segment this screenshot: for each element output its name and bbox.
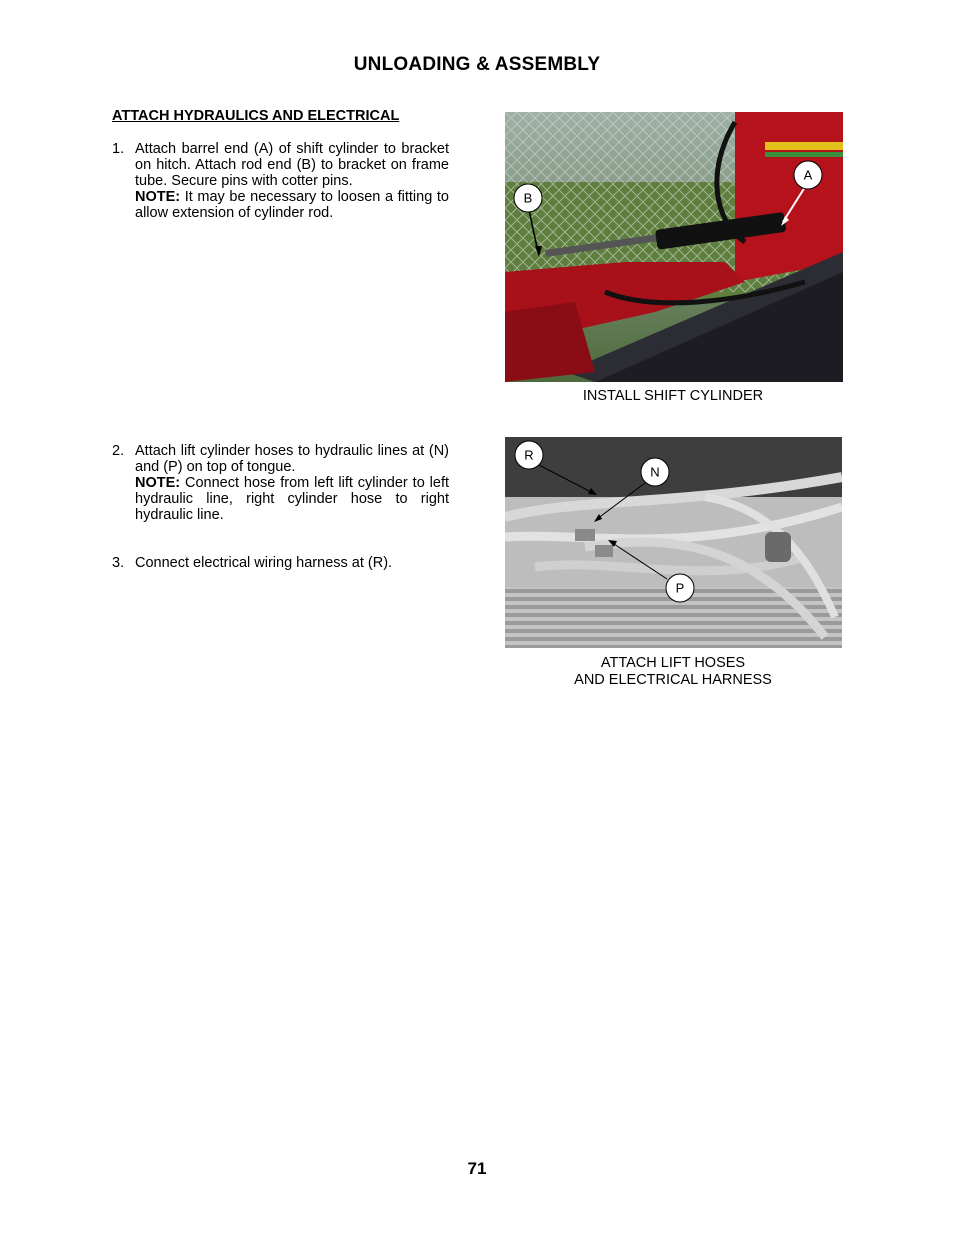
step-note xyxy=(135,189,449,221)
step-text: Connect electrical wiring harness at (R). xyxy=(135,555,393,571)
step-number: 3. xyxy=(112,555,125,571)
step-1 xyxy=(112,141,449,221)
step-text: Attach lift cylinder hoses to hydraulic lines at (N) and (P) on top of tongue. xyxy=(135,443,449,475)
step-3 xyxy=(112,555,449,571)
svg-text:P: P xyxy=(675,580,685,596)
figure-caption: INSTALL SHIFT CYLINDER xyxy=(582,388,764,404)
page-number: 71 xyxy=(467,1159,487,1178)
caption-line: AND ELECTRICAL HARNESS xyxy=(574,672,772,688)
callout-p xyxy=(666,574,694,602)
lift-hoses-photo xyxy=(505,437,842,648)
note-text: It may be necessary to loosen a fitting to allow extension of cylinder rod. xyxy=(135,189,449,221)
caption-line: ATTACH LIFT HOSES xyxy=(600,655,746,671)
svg-text:B: B xyxy=(523,190,533,206)
figure-caption xyxy=(504,655,842,689)
svg-text:N: N xyxy=(650,464,660,480)
page-title: UNLOADING & ASSEMBLY xyxy=(353,54,601,75)
callout-b xyxy=(514,184,542,212)
note-text: Connect hose from left lift cylinder to left hydraulic line, right cylinder hose to right hydraulic line. xyxy=(135,475,449,523)
step-number: 2. xyxy=(112,443,125,459)
note-label: NOTE: xyxy=(135,189,181,205)
callout-n xyxy=(641,458,669,486)
svg-text:A: A xyxy=(803,167,813,183)
step-number: 1. xyxy=(112,141,125,157)
callout-r xyxy=(515,441,543,469)
callout-a xyxy=(794,161,822,189)
shift-cylinder-photo xyxy=(505,112,843,382)
step-2 xyxy=(112,443,449,523)
section-heading: ATTACH HYDRAULICS AND ELECTRICAL xyxy=(112,108,400,124)
svg-text:R: R xyxy=(524,447,534,463)
step-text: Attach barrel end (A) of shift cylinder to bracket on hitch. Attach rod end (B) to bracket on frame tube. Secure pins with cotter pins. xyxy=(135,141,449,189)
step-note xyxy=(135,475,449,523)
note-label: NOTE: xyxy=(135,475,181,491)
